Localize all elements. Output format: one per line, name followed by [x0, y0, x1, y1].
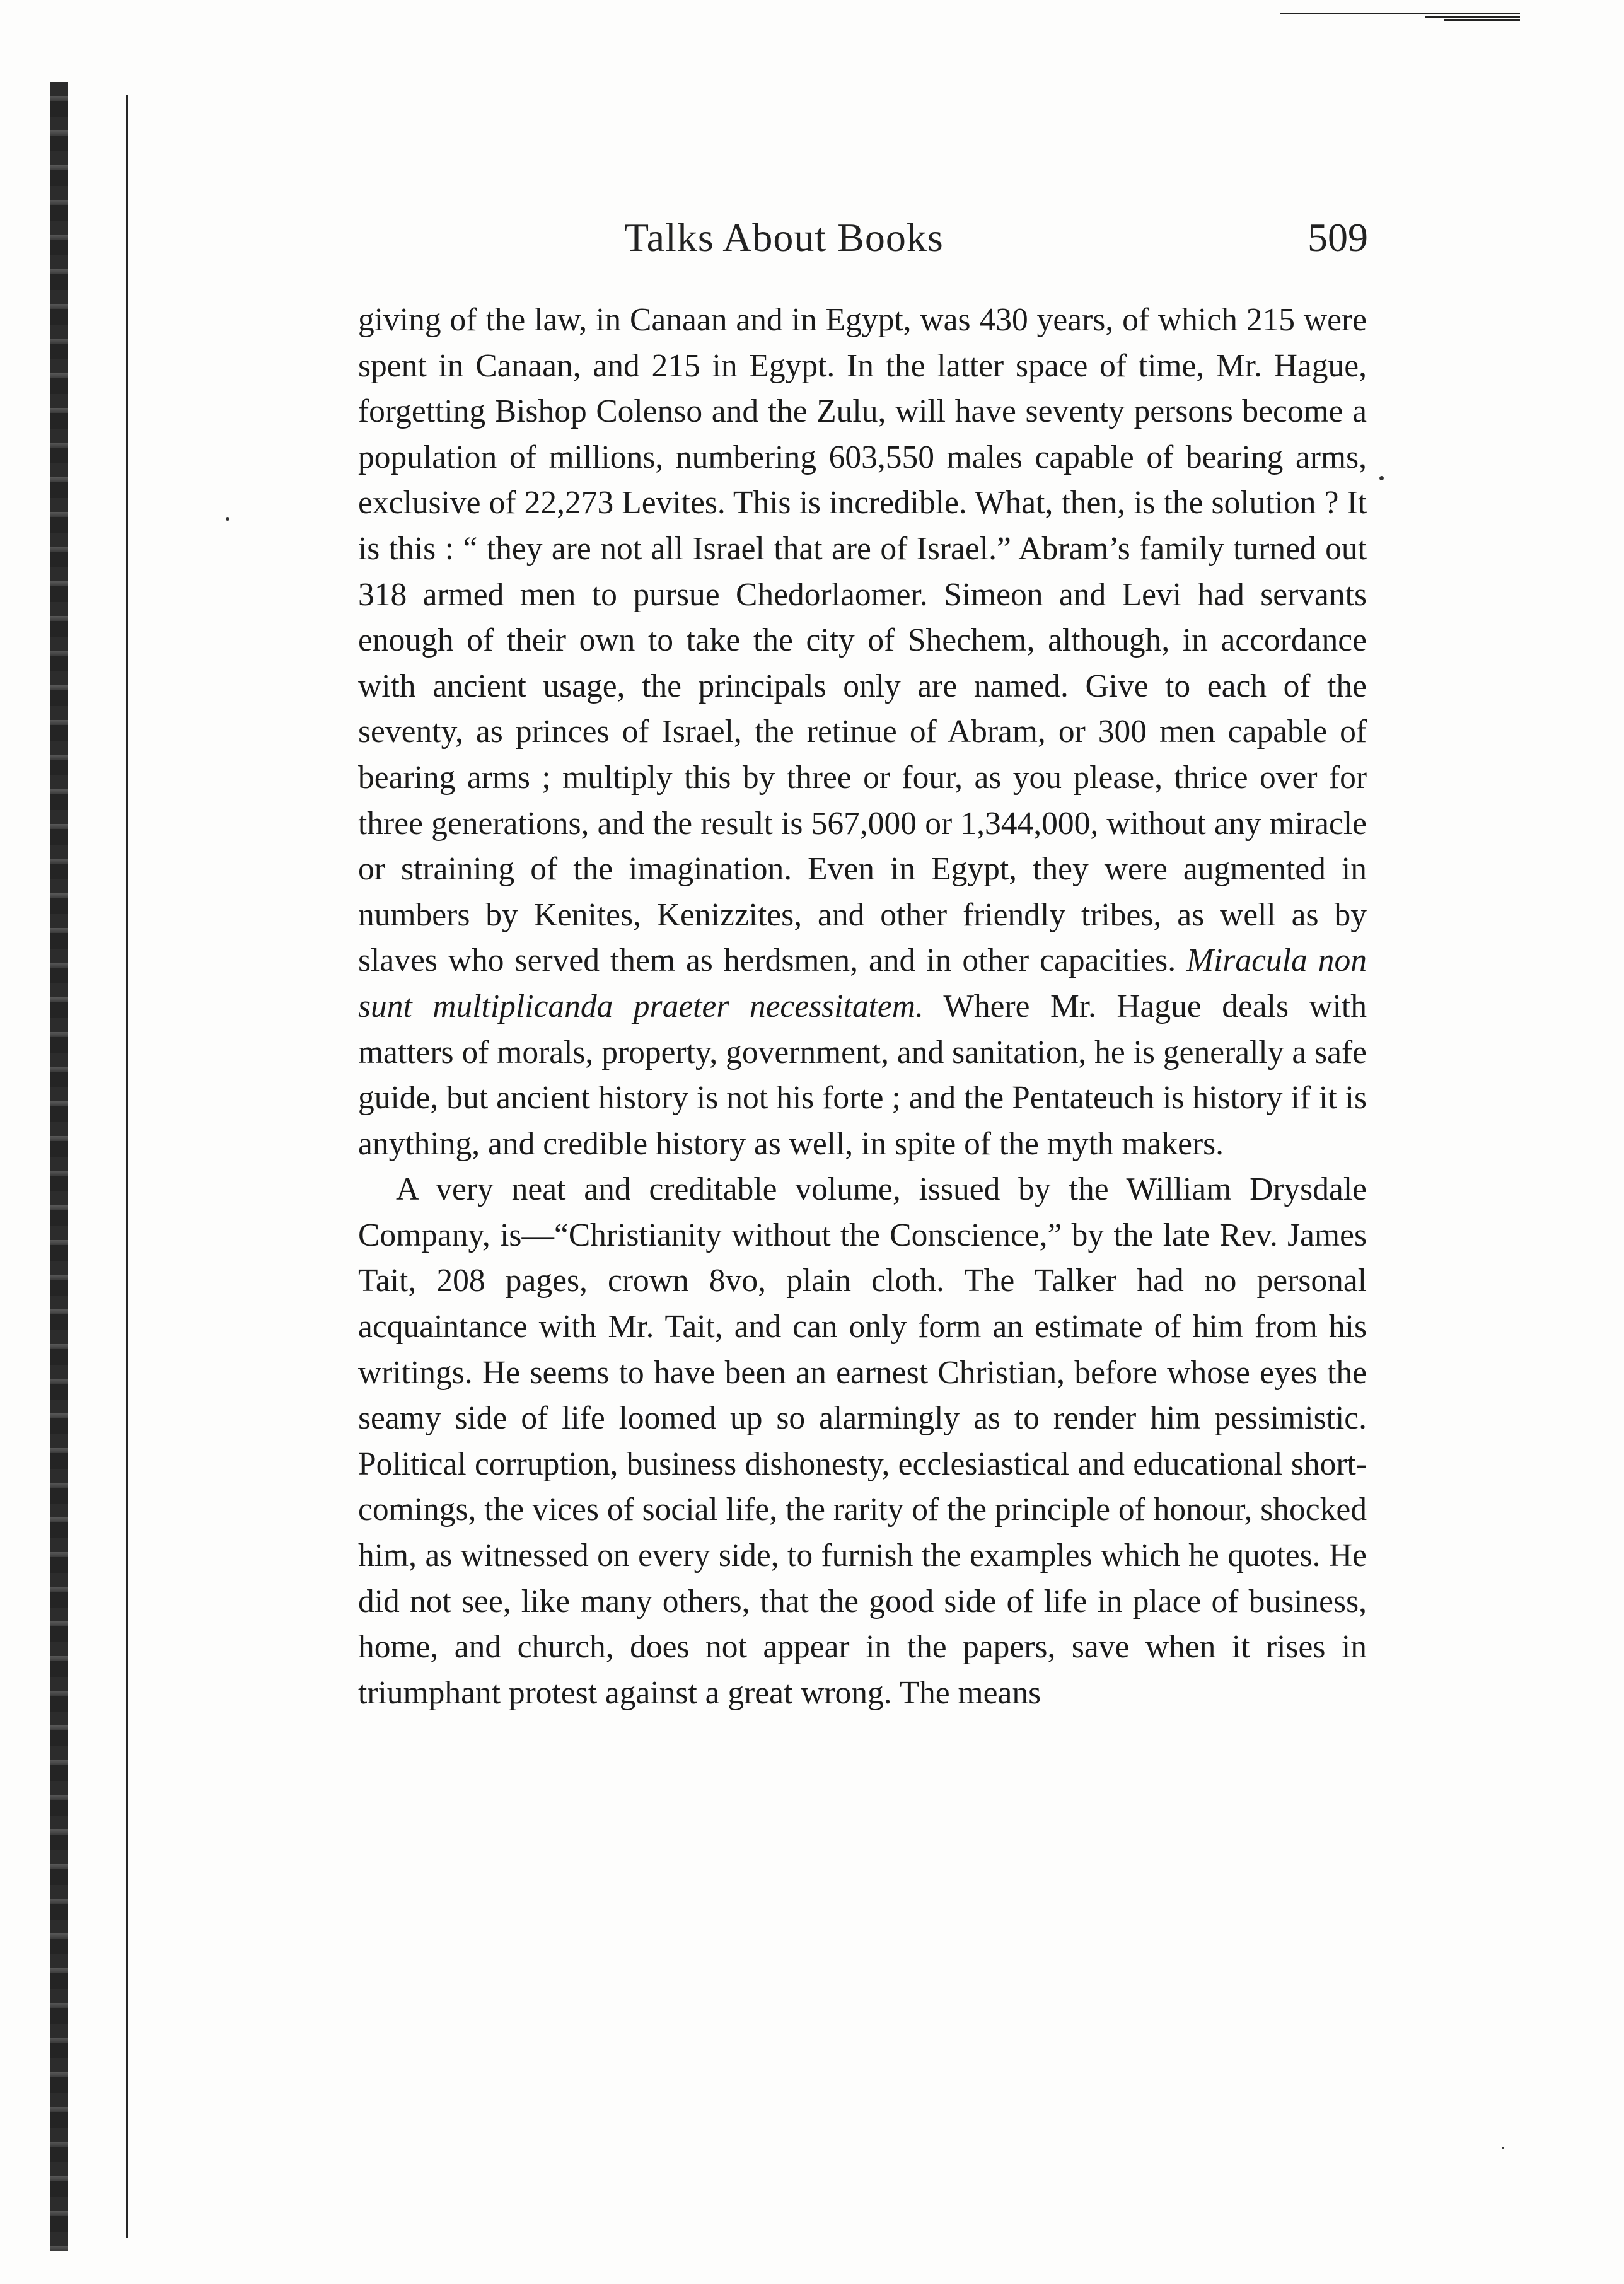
scan-speck — [226, 517, 229, 521]
page-number: 509 — [1308, 215, 1368, 260]
corner-rule-marks — [1280, 11, 1520, 20]
running-title: Talks About Books — [624, 215, 944, 260]
binding-edge-line — [126, 95, 128, 2238]
scan-speck — [1379, 476, 1384, 480]
paragraph-2: A very neat and creditable volume, issued by the William Drysdale Company, is—“Christianity without the Conscience,” by the late Rev. James Tait, 208 pages, crown 8vo, plain cloth. The Talker had no personal acquaintance with Mr. Tait, and can only form an estimate of him from his writings. He seems to have been an earnest Christian, before whose eyes the seamy side of life loomed up so alarmingly as to render him pessimistic. Political corruption, business dishonesty, ecclesiastical and educational short-comings, the vices of social life, the rarity of the principle of honour, shocked him, as witnessed on every side, to furnish the examples which he quotes. He did not see, like many others, that the good side of life in place of business, home, and church, does not appear in the papers, save when it rises in triumphant protest against a great wrong. The means — [358, 1171, 1367, 1711]
scan-speck — [1502, 2147, 1504, 2149]
page-header — [359, 214, 1368, 271]
paragraph-1-text-b: Where Mr. Hague deals with matters of morals, property, government, and sanitation, he is generally a safe guide, but ancient history is not his forte ; and the Pentateuch is history if it is anything, and credible history as well, in spite of the myth makers. — [358, 988, 1367, 1162]
binding-edge-shadow — [50, 82, 68, 2251]
paragraph-1-text-a: giving of the law, in Canaan and in Egypt, was 430 years, of which 215 were spent in Canaan, and 215 in Egypt. In the latter space of time, Mr. Hague, forgetting Bishop Colenso and the Zulu, will have seventy persons become a population of millions, numbering 603,550 males capable of bearing arms, exclusive of 22,273 Levites. This is incredible. What, then, is the solution ? It is this : “ they are not all Israel that are of Israel.” Abram’s family turned out 318 armed men to pursue Chedorlaomer. Simeon and Levi had servants enough of their own to take the city of Shechem, although, in accordance with ancient usage, the principals only are named. Give to each of the seventy, as princes of Israel, the retinue of Abram, or 300 men capable of bearing arms ; multiply this by three or four, as you please, thrice over for three generations, and the result is 567,000 or 1,344,000, without any miracle or straining of the imagination. Even in Egypt, they were augmented in numbers by Kenites, Kenizzites, and other friendly tribes, as well as by slaves who served them as herdsmen, and in other capacities. — [358, 302, 1367, 979]
body-text — [358, 298, 1367, 1716]
latin-maxim: Miracula non sunt multiplicanda praeter necessitatem. — [358, 942, 1367, 1024]
paragraph-1 — [358, 298, 1367, 1167]
